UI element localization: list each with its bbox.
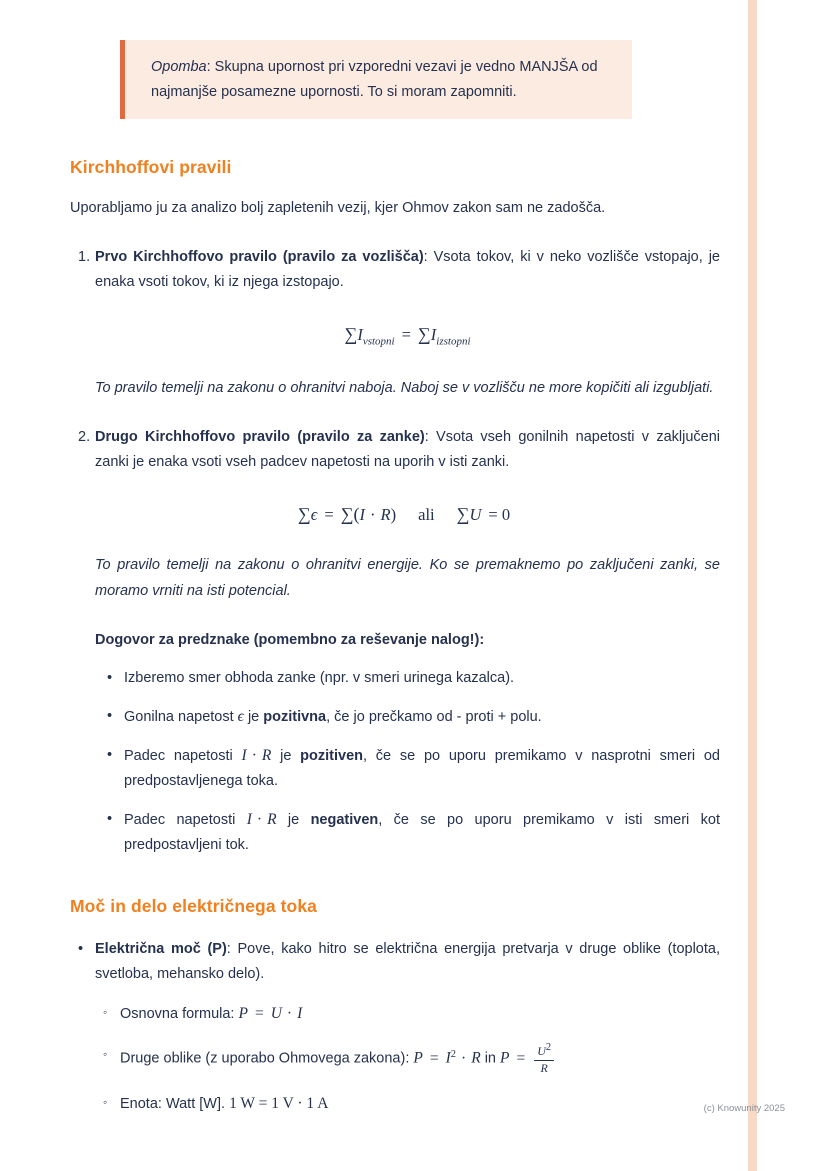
formula-junction-rule bbox=[95, 324, 720, 347]
text-run: in bbox=[484, 1050, 496, 1067]
rule1-text bbox=[95, 245, 720, 294]
text-run: Padec napetosti bbox=[124, 747, 242, 764]
text-run: , če se po uporu premikamo v nasprotni smeri od predpostavljenega toka. bbox=[124, 747, 720, 790]
sub-item-text bbox=[120, 1000, 720, 1028]
math-var: I bbox=[430, 325, 437, 345]
rule2-text bbox=[95, 425, 720, 474]
dot-operator: · bbox=[256, 810, 263, 828]
sign-convention-list bbox=[95, 666, 720, 858]
power-sublist bbox=[95, 1000, 720, 1117]
bullet-icon: • bbox=[78, 940, 84, 957]
math-var: R bbox=[471, 1049, 481, 1067]
power-list bbox=[70, 937, 720, 1118]
math-var: R bbox=[261, 746, 272, 764]
math-subscript: vstopni bbox=[362, 335, 395, 348]
list-item-text bbox=[124, 807, 720, 858]
math-var: I bbox=[359, 505, 366, 525]
list-item-text bbox=[124, 743, 720, 794]
math-var: I bbox=[241, 746, 247, 764]
dot-operator: · bbox=[461, 1049, 467, 1067]
math-var: U bbox=[537, 1044, 546, 1059]
math-var: ϵ bbox=[237, 707, 244, 725]
math-superscript: 2 bbox=[545, 1042, 552, 1054]
math-var: P bbox=[238, 1005, 248, 1023]
bullet-icon: • bbox=[107, 746, 113, 763]
fraction bbox=[534, 1042, 554, 1076]
list-item bbox=[95, 743, 720, 794]
circle-bullet-icon: ◦ bbox=[103, 1047, 108, 1062]
rule1-bold: Prvo Kirchhoffovo pravilo (pravilo za vozlišča) bbox=[95, 248, 424, 265]
power-bold: Električna moč (P) bbox=[95, 940, 227, 957]
math-subscript: izstopni bbox=[436, 335, 471, 348]
kirchhoff-intro: Uporabljamo ju za analizo bolj zapletenih vezij, kjer Ohmov zakon sam ne zadošča. bbox=[70, 200, 606, 217]
dot-operator: · bbox=[286, 1005, 293, 1023]
equals-sign: = bbox=[429, 1049, 439, 1067]
note-text: : Skupna upornost pri vzporedni vezavi je vedno MANJŠA od najmanjše posamezne upornosti. To si moram zapomniti. bbox=[151, 59, 598, 100]
math-var: P bbox=[413, 1049, 423, 1067]
math-var: P bbox=[500, 1049, 510, 1067]
rule2-bold: Drugo Kirchhoffovo pravilo (pravilo za zanke) bbox=[95, 428, 425, 445]
rule1-note: To pravilo temelji na zakonu o ohranitvi naboja. Naboj se v vozlišču ne more kopičiti ali izgubljati. bbox=[95, 379, 714, 396]
rule2-note: To pravilo temelji na zakonu o ohranitvi energije. Ko se premaknemo po zaključeni zanki, se moramo vrniti na isti potencial. bbox=[95, 557, 720, 599]
emphasis-word: pozitivna bbox=[263, 708, 327, 725]
sub-item-text bbox=[120, 1090, 720, 1118]
sub-item-text bbox=[120, 1042, 720, 1076]
rule1-body bbox=[95, 245, 720, 401]
equals-sign: = bbox=[401, 325, 411, 345]
emphasis-word: pozitiven bbox=[300, 747, 363, 764]
rule2-body bbox=[95, 425, 720, 858]
page-edge-strip bbox=[748, 0, 757, 1171]
math-var: I bbox=[246, 810, 252, 828]
dot-operator: · bbox=[370, 505, 376, 525]
equals-sign: = bbox=[254, 1005, 264, 1023]
formula-connector-word: ali bbox=[418, 505, 435, 525]
list-number: 2. bbox=[78, 428, 91, 445]
equals-sign: = bbox=[324, 505, 334, 525]
text-run: Padec napetosti bbox=[124, 811, 247, 828]
sum-symbol: ∑ bbox=[417, 324, 431, 345]
text-run: je bbox=[271, 747, 301, 764]
note-callout bbox=[120, 40, 632, 119]
power-item-body bbox=[95, 937, 720, 1118]
list-item bbox=[95, 1000, 720, 1028]
circle-bullet-icon: ◦ bbox=[103, 1005, 108, 1020]
power-item-text bbox=[95, 937, 720, 986]
document-content bbox=[70, 40, 720, 1118]
list-number: 1. bbox=[78, 248, 91, 265]
text-run: , če jo prečkamo od - proti + polu. bbox=[326, 708, 542, 725]
list-item bbox=[95, 1042, 720, 1076]
close-paren: ) bbox=[390, 505, 397, 525]
text-run: je bbox=[276, 811, 311, 828]
equals-zero: = 0 bbox=[488, 505, 511, 525]
math-var: I bbox=[297, 1005, 303, 1023]
math-superscript: 2 bbox=[450, 1048, 457, 1060]
sum-symbol: ∑ bbox=[456, 504, 470, 525]
math-var: I bbox=[445, 1049, 451, 1067]
emphasis-word: negativen bbox=[310, 811, 379, 828]
section-title-power: Moč in delo električnega toka bbox=[70, 895, 317, 916]
equals-sign: = bbox=[516, 1049, 526, 1067]
power-rest: : Pove, kako hitro se električna energija pretvarja v druge oblike (toplota, svetloba, mehansko delo). bbox=[95, 940, 720, 982]
list-item-text: Izberemo smer obhoda zanke (npr. v smeri urinega kazalca). bbox=[124, 669, 515, 686]
sum-symbol: ∑ bbox=[297, 504, 311, 525]
list-item bbox=[95, 1090, 720, 1118]
sum-open-paren: ∑( bbox=[340, 504, 360, 525]
fraction-denominator: R bbox=[540, 1060, 548, 1075]
copyright-footer: (c) Knowunity 2025 bbox=[703, 1103, 785, 1114]
rule1-rest: : Vsota tokov, ki v neko vozlišče vstopajo, je enaka vsoti tokov, ki iz njega izstopajo. bbox=[95, 248, 720, 290]
text-run: Druge oblike (z uporabo Ohmovega zakona): bbox=[120, 1050, 414, 1067]
text-run: Gonilna napetost bbox=[124, 708, 238, 725]
sign-convention-heading: Dogovor za predznake (pomembno za reševanje nalog!): bbox=[95, 631, 485, 648]
numbered-item-rule2 bbox=[70, 425, 720, 858]
bullet-icon: • bbox=[107, 707, 113, 724]
math-var: ϵ bbox=[310, 505, 318, 525]
math-var: R bbox=[267, 810, 277, 828]
rule2-rest: : Vsota vseh gonilnih napetosti v zaključeni zanki je enaka vsoti vseh padcev napetosti na uporih v isti zanki. bbox=[95, 428, 720, 470]
list-item bbox=[95, 704, 720, 730]
list-item bbox=[70, 937, 720, 1118]
text-run: Osnovna formula: bbox=[120, 1006, 239, 1023]
formula-loop-rule bbox=[95, 504, 720, 525]
note-label: Opomba bbox=[151, 59, 207, 75]
numbered-item-rule1 bbox=[70, 245, 720, 401]
list-item bbox=[95, 807, 720, 858]
section-title-kirchhoff: Kirchhoffovi pravili bbox=[70, 157, 232, 178]
sum-symbol: ∑ bbox=[344, 324, 358, 345]
text-run: , če se po uporu premikamo v isti smeri kot predpostavljeni tok. bbox=[124, 811, 720, 854]
dot-operator: · bbox=[251, 746, 257, 764]
text-run: je bbox=[243, 708, 264, 725]
list-item-text bbox=[124, 704, 720, 730]
math-var: R bbox=[380, 505, 391, 525]
circle-bullet-icon: ◦ bbox=[103, 1094, 108, 1109]
bullet-icon: • bbox=[107, 669, 113, 686]
math-var: I bbox=[357, 325, 363, 345]
math-var: U bbox=[270, 1005, 282, 1023]
fraction-numerator bbox=[534, 1042, 554, 1061]
bullet-icon: • bbox=[107, 810, 113, 827]
text-run: Enota: Watt [W]. bbox=[120, 1095, 230, 1112]
unit-equation: 1 W = 1 V · 1 A bbox=[229, 1094, 329, 1112]
list-item bbox=[95, 666, 720, 691]
math-var: U bbox=[469, 505, 482, 525]
